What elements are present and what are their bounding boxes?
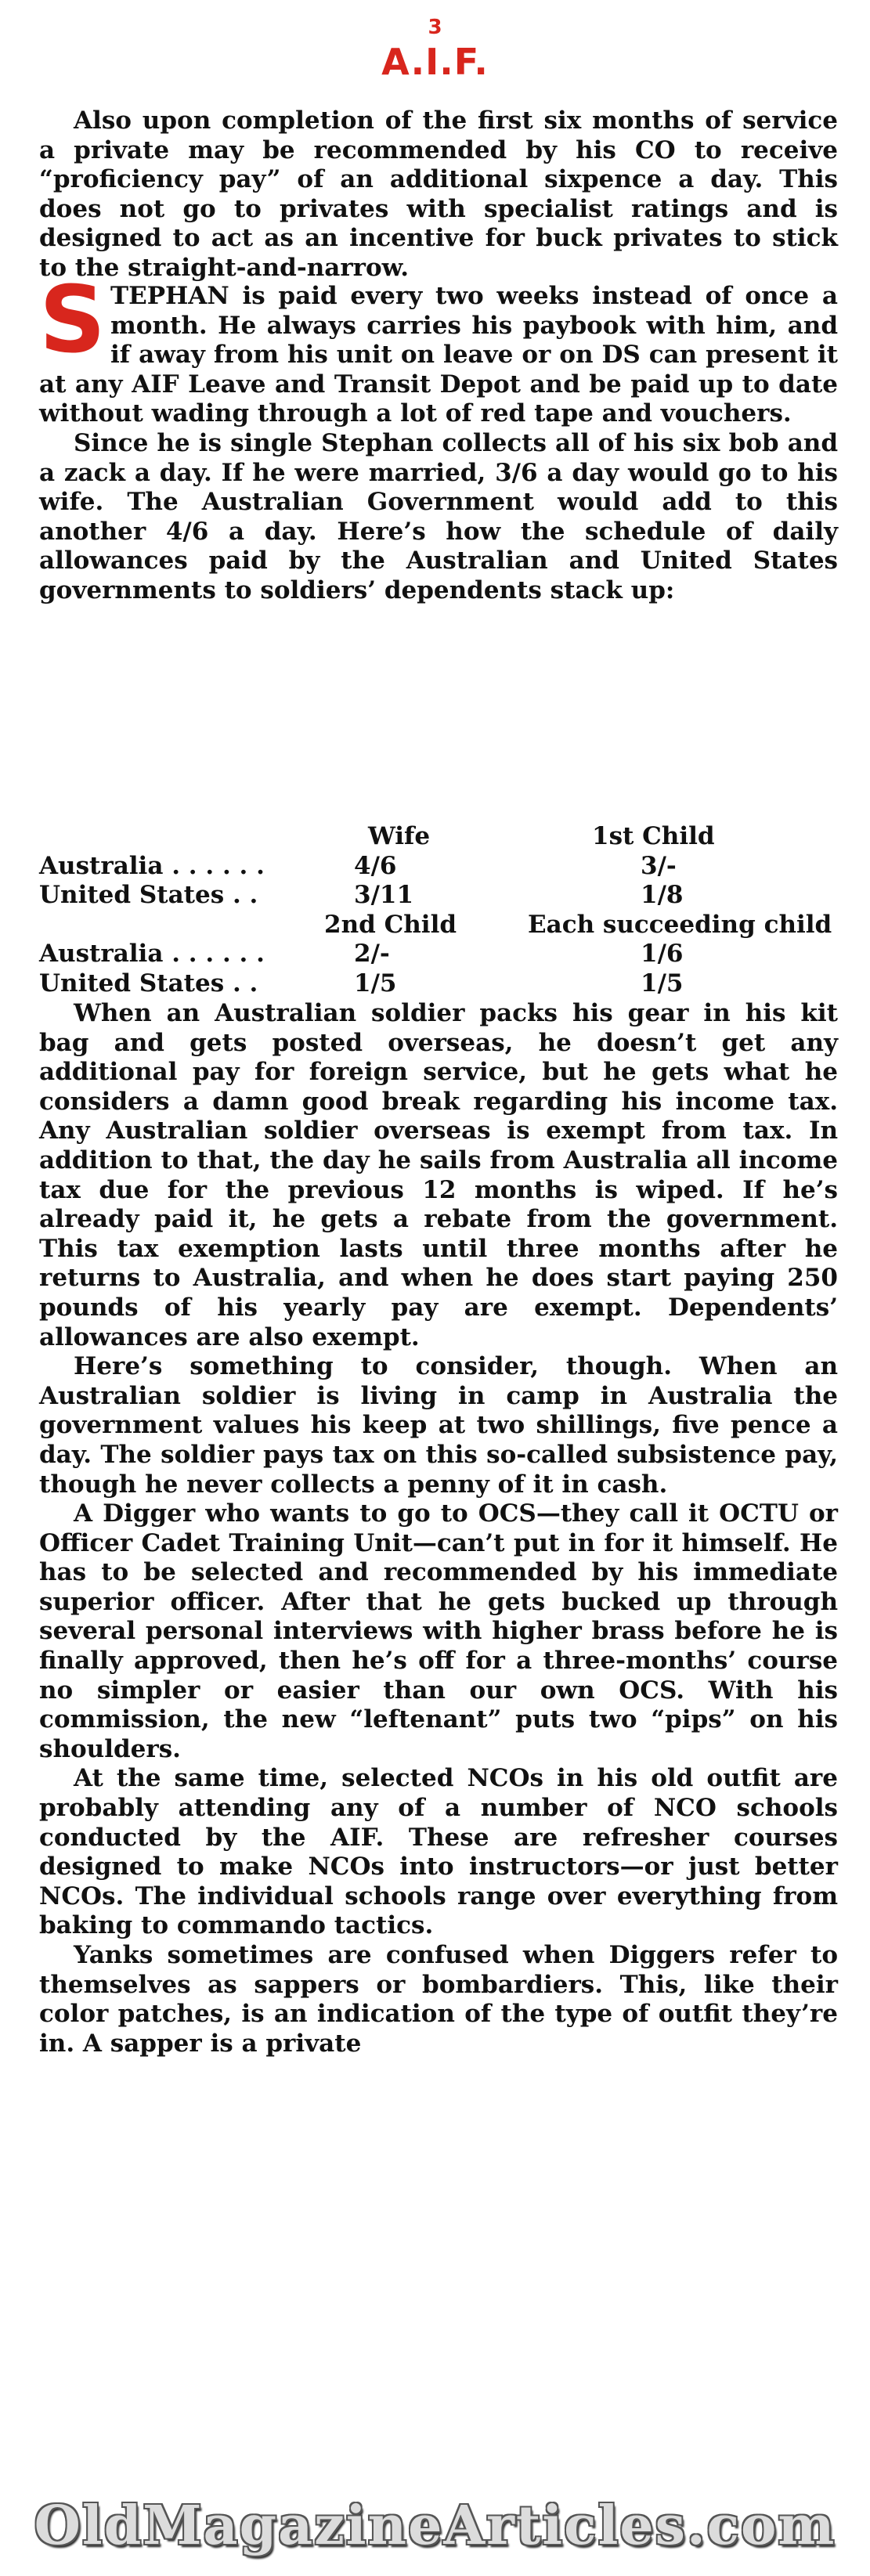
- paragraph-1-text: TEPHAN is paid every two weeks instead of once a month. He always carries his paybook with him, and if away from his unit on leave or on DS can present it at any AIF Leave and Transit Depot and be paid up to date without wading through a lot of red tape and vouchers.: [39, 282, 838, 428]
- country-cell: Australia . . . . . .: [39, 851, 265, 880]
- table-row: [39, 881, 838, 911]
- paragraph-7: Yanks sometimes are confused when Diggers refer to themselves as sappers or bombardiers. This, like their color patches, is an indication of the type of outfit they’re in. A sapper is a private: [39, 1941, 838, 2058]
- allowance-table: [39, 822, 838, 999]
- table-row: [39, 852, 838, 882]
- value-cell: 1/6: [641, 940, 684, 969]
- paragraph-4: Here’s something to consider, though. When an Australian soldier is living in camp in Australia the government values his keep at two shillings, five pence a day. The soldier pays tax on this so-called subsistence pay, though he never collects a penny of it in cash.: [39, 1352, 838, 1499]
- column-header: Each succeeding child: [528, 910, 832, 939]
- value-cell: 1/5: [354, 969, 397, 998]
- section-title: A.I.F.: [381, 41, 489, 83]
- column-header: Wife: [368, 822, 431, 850]
- column-header: 2nd Child: [324, 910, 457, 939]
- page-number: 3: [428, 16, 442, 39]
- table-row: [39, 969, 838, 999]
- drop-cap: S: [39, 265, 106, 373]
- value-cell: 2/-: [354, 940, 390, 969]
- value-cell: 3/-: [641, 851, 677, 880]
- table-row: [39, 940, 838, 969]
- value-cell: 1/5: [641, 969, 684, 998]
- article-page: [31, 0, 839, 2576]
- value-cell: 3/11: [354, 881, 414, 910]
- paragraph-1: [39, 265, 838, 429]
- country-cell: United States . .: [39, 969, 258, 998]
- paragraph-2: Since he is single Stephan collects all of his six bob and a zack a day. If he were married, 3/6 a day would go to his wife. The Australian Government would add to this another 4/6 a day. Here’s how the schedule of daily allowances paid by the Australian and United States governments to soldiers’ dependents stack up:: [39, 428, 838, 604]
- table-header-row: [39, 911, 838, 940]
- column-header: 1st Child: [592, 822, 715, 850]
- site-logo: OldMagazineArticles.com: [34, 2495, 836, 2557]
- paragraph-6: At the same time, selected NCOs in his old outfit are probably attending any of a number of NCO schools conducted by the AIF. These are refresher courses designed to make NCOs into instructors—or just better NCOs. The individual schools range over everything from baking to commando tactics.: [39, 1764, 838, 1940]
- value-cell: 1/8: [641, 881, 684, 910]
- country-cell: United States . .: [39, 881, 258, 910]
- intro-block: [39, 106, 838, 283]
- table-header-row: [39, 822, 838, 852]
- body-block-2: [39, 999, 838, 2058]
- paragraph-3: When an Australian soldier packs his gear in his kit bag and gets posted overseas, he doesn’t get any additional pay for foreign service, but he gets what he considers a damn good break regarding his income tax. Any Australian soldier overseas is exempt from tax. In addition to that, the day he sails from Australia all income tax due for the previous 12 months is wiped. If he’s already paid it, he gets a rebate from the government. This tax exemption lasts until three months after he returns to Australia, and when he does start paying 250 pounds of his yearly pay are exempt. Dependents’ allowances are also exempt.: [39, 999, 838, 1351]
- body-block-1: [39, 265, 838, 606]
- paragraph-5: A Digger who wants to go to OCS—they call it OCTU or Officer Cadet Training Unit—can’t put in for it himself. He has to be selected and recommended by his immediate superior officer. After that he gets bucked up through several personal interviews with higher brass before he is finally approved, then he’s off for a three-months’ course no simpler or easier than our own OCS. With his commission, the new “leftenant” puts two “pips” on his shoulders.: [39, 1499, 838, 1763]
- intro-paragraph: Also upon completion of the first six months of service a private may be recommended by his CO to receive “proficiency pay” of an additional sixpence a day. This does not go to privates with specialist ratings and is designed to act as an incentive for buck privates to stick to the straight-and-narrow.: [39, 106, 838, 282]
- value-cell: 4/6: [354, 851, 397, 880]
- country-cell: Australia . . . . . .: [39, 940, 265, 969]
